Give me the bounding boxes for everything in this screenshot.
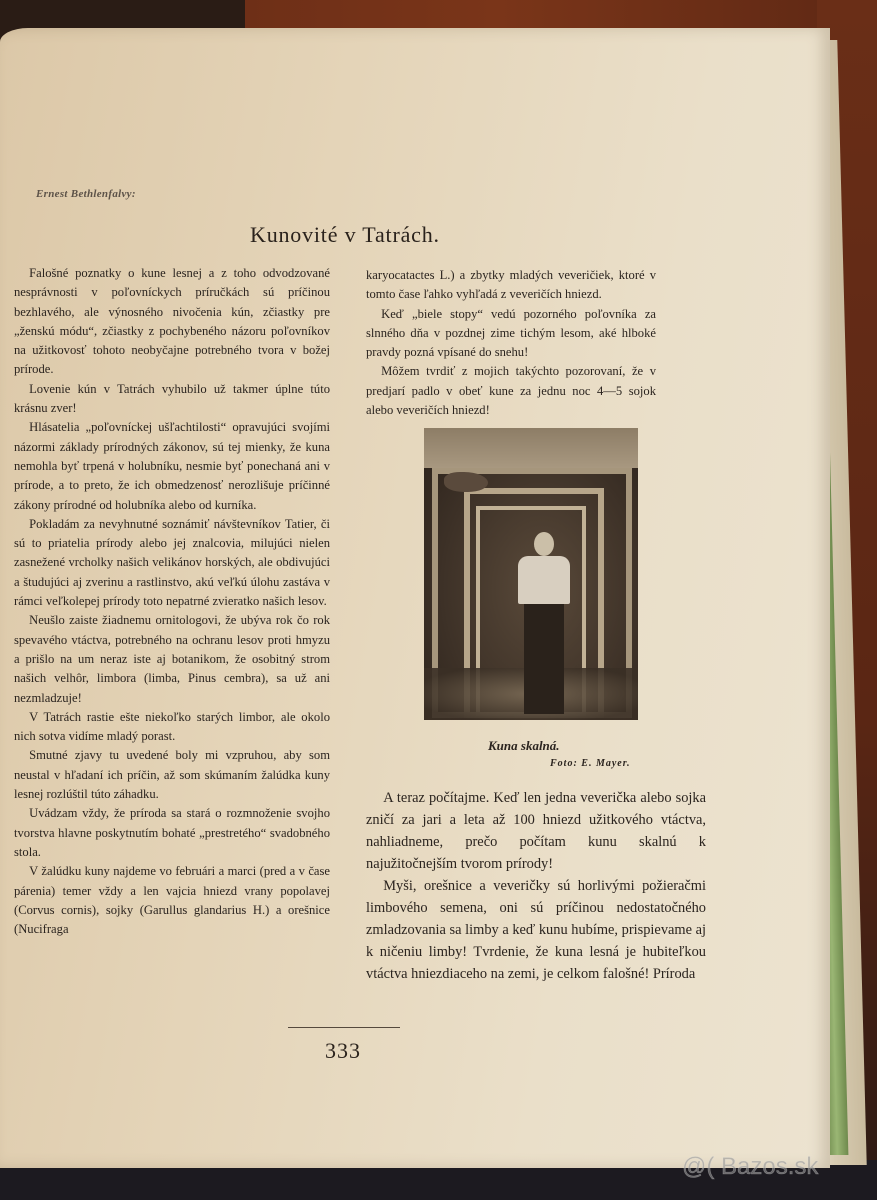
watermark: @( Bazos.sk	[682, 1153, 819, 1180]
figure-caption: Kuna skalná.	[488, 738, 560, 753]
right-column-bottom	[366, 787, 706, 985]
paragraph: V Tatrách rastie ešte niekoľko starých limbor, ale okolo nich sotva vidíme mladý porast.	[14, 709, 330, 744]
left-column	[14, 264, 330, 939]
photo-person-shirt	[518, 556, 570, 604]
paragraph: Lovenie kún v Tatrách vyhubilo už takmer úplne túto krásnu zver!	[14, 381, 330, 416]
paragraph: Neušlo zaiste žiadnemu ornitologovi, že ubýva rok čo rok spevavého vtáctva, potrebného na ochranu lesov proti hmyzu a prišlo na um neraz iste aj botanikom, že osobitný strom našich velhôr, limbora (limba, Pinus cembra), sa už ani nezmladzuje!	[14, 613, 330, 705]
paragraph: V žalúdku kuny najdeme vo februári a marci (pred a v čase párenia) temer vždy a len vajcia hniezd vrany popolavej (Corvus cornis), sojky (Garullus glandarius H.) a orešnice (Nucifraga	[14, 864, 330, 937]
paragraph: Môžem tvrdiť z mojich takýchto pozorovaní, že v predjarí padlo v obeť kune za jednu noc 4—5 sojok alebo veveričích hniezd!	[366, 364, 656, 418]
paragraph: Uvádzam vždy, že príroda sa stará o rozmnoženie svojho tvorstva hlavne poskytnutím bohaté „prestretého“ svadobného stola.	[14, 806, 330, 859]
photo-marten	[444, 472, 488, 492]
paragraph: Myši, orešnice a veveričky sú horlivými požieračmi limbového semena, oni sú príčinou nedostatočného zmladzovania sa limby a keď kunu hubíme, prispievame aj k ničeniu limby! Tvrdenie, že kuna lesná je hubiteľkou vtáctva hniezdiaceho na zemi, je celkom falošné! Príroda	[366, 878, 706, 982]
paragraph: Falošné poznatky o kune lesnej a z toho odvodzované nesprávnosti v poľovníckych príručkách sú príčinou bezhlavého, ale výnosného nivočenia kún, zčiastky pre „ženskú módu“, zčiastky z pochybeného názoru poľovníkov na užitkovosť tohoto neobyčajne potrebného tvora v božej prírode.	[14, 266, 330, 377]
right-column-top	[366, 266, 656, 420]
photo-person-legs	[524, 604, 564, 714]
footer-rule	[288, 1027, 400, 1028]
figure-photo-marten-tunnel	[424, 428, 638, 720]
paragraph: Keď „biele stopy“ vedú pozorného poľovníka za slnného dňa v pozdnej zime tichým lesom, aké hlboké pravdy pozná vpísané do snehu!	[366, 306, 656, 360]
paragraph: Hlásatelia „poľovníckej ušľachtilosti“ opravujúci svojími názormi základy prírodných zákonov, sú tej mienky, že kuna nemohla byť trpená v holubníku, nesmie byť ponechaná ani v prírode, a to preto, že ich obmedzenosť nerozlišuje príčinné zákony prírodné od holubníka alebo od kurníka.	[14, 420, 330, 512]
paragraph: A teraz počítajme. Keď len jedna veverička alebo sojka zničí za jari a leta až 100 hniezd užitkového vtáctva, nahliadneme, prečo počítam kunu skalnú k najužitočnejším tvorom prírody!	[366, 790, 706, 872]
article-author: Ernest Bethlenfalvy:	[36, 188, 136, 200]
figure-credit: Foto: E. Mayer.	[550, 758, 631, 769]
article-title: Kunovité v Tatrách.	[250, 222, 440, 247]
paragraph: Smutné zjavy tu uvedené boly mi vzpruhou, aby som neustal v hľadaní ich príčin, až som skúmaním žalúdka kuny lesnej rozlúštil túto záhadku.	[14, 748, 330, 802]
photo-beam	[424, 428, 638, 468]
paragraph: karyocatactes L.) a zbytky mladých veveričiek, ktoré v tomto čase ľahko vyhľadá z veveričích hniezd.	[366, 268, 656, 302]
photo-person-head	[534, 532, 554, 556]
page-number: 333	[325, 1038, 361, 1063]
paragraph: Pokladám za nevyhnutné soznámiť návštevníkov Tatier, či sú to priatelia prírody alebo jej znalcovia, milujúci nielen zasnežené vrcholky našich velikánov horských, ale obdivujúci a študujúci aj zverinu a rastlinstvo, akú veľkú úlohu zastáva v rámci veľkolepej prírody toto nepatrné zvieratko našich lesov.	[14, 516, 330, 609]
